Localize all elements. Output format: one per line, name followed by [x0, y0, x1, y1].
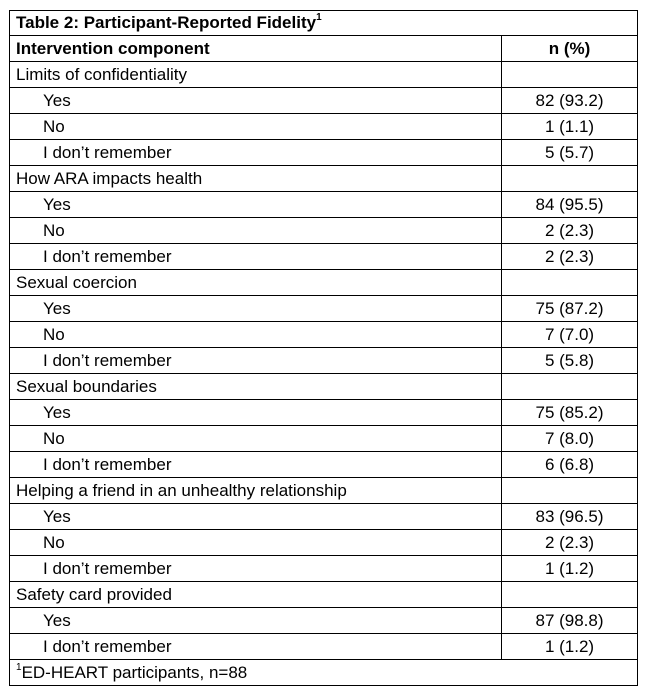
response-label: Yes [10, 88, 502, 114]
table-header-row [10, 36, 638, 62]
table-row [10, 400, 638, 426]
response-value: 5 (5.8) [502, 348, 638, 374]
table-body [10, 11, 638, 686]
response-value: 87 (98.8) [502, 608, 638, 634]
section-value-empty [502, 166, 638, 192]
section-row [10, 478, 638, 504]
section-row [10, 374, 638, 400]
section-label: Sexual boundaries [10, 374, 502, 400]
response-label: I don’t remember [10, 556, 502, 582]
section-label: How ARA impacts health [10, 166, 502, 192]
response-value: 1 (1.2) [502, 634, 638, 660]
section-value-empty [502, 374, 638, 400]
response-label: No [10, 426, 502, 452]
table-row [10, 192, 638, 218]
response-label: Yes [10, 400, 502, 426]
response-value: 7 (7.0) [502, 322, 638, 348]
section-row [10, 166, 638, 192]
footnote-text: ED-HEART participants, n=88 [21, 662, 248, 682]
table-title-text: Table 2: Participant-Reported Fidelity [16, 13, 317, 32]
table-row [10, 244, 638, 270]
table-row [10, 452, 638, 478]
table-row [10, 114, 638, 140]
response-value: 6 (6.8) [502, 452, 638, 478]
table-row [10, 218, 638, 244]
table-title-footnote-marker: 1 [316, 12, 322, 24]
section-row [10, 270, 638, 296]
section-value-empty [502, 478, 638, 504]
response-label: I don’t remember [10, 348, 502, 374]
column-header-value: n (%) [502, 36, 638, 62]
table-row [10, 88, 638, 114]
response-value: 2 (2.3) [502, 530, 638, 556]
response-label: No [10, 114, 502, 140]
response-value: 2 (2.3) [502, 244, 638, 270]
response-value: 1 (1.1) [502, 114, 638, 140]
table-row [10, 322, 638, 348]
section-label: Safety card provided [10, 582, 502, 608]
response-value: 83 (96.5) [502, 504, 638, 530]
response-label: Yes [10, 504, 502, 530]
section-label: Limits of confidentiality [10, 62, 502, 88]
response-label: No [10, 218, 502, 244]
response-label: No [10, 530, 502, 556]
response-label: I don’t remember [10, 634, 502, 660]
fidelity-table [9, 10, 638, 686]
response-value: 84 (95.5) [502, 192, 638, 218]
table-row [10, 140, 638, 166]
table-title-row [10, 11, 638, 36]
response-label: Yes [10, 608, 502, 634]
response-label: I don’t remember [10, 244, 502, 270]
response-label: Yes [10, 192, 502, 218]
response-value: 1 (1.2) [502, 556, 638, 582]
table-title [10, 11, 638, 36]
table-row [10, 608, 638, 634]
section-value-empty [502, 62, 638, 88]
response-value: 7 (8.0) [502, 426, 638, 452]
table-footnote [10, 660, 638, 686]
response-label: No [10, 322, 502, 348]
table-row [10, 504, 638, 530]
response-label: I don’t remember [10, 452, 502, 478]
section-row [10, 62, 638, 88]
table-row [10, 530, 638, 556]
response-label: I don’t remember [10, 140, 502, 166]
response-value: 75 (85.2) [502, 400, 638, 426]
section-value-empty [502, 582, 638, 608]
section-row [10, 582, 638, 608]
response-value: 2 (2.3) [502, 218, 638, 244]
table-row [10, 348, 638, 374]
table-row [10, 556, 638, 582]
table-footnote-row [10, 660, 638, 686]
section-value-empty [502, 270, 638, 296]
section-label: Sexual coercion [10, 270, 502, 296]
section-label: Helping a friend in an unhealthy relationship [10, 478, 502, 504]
response-value: 5 (5.7) [502, 140, 638, 166]
response-value: 75 (87.2) [502, 296, 638, 322]
column-header-component: Intervention component [10, 36, 502, 62]
response-value: 82 (93.2) [502, 88, 638, 114]
footnote-marker: 1 [16, 661, 22, 673]
table-row [10, 426, 638, 452]
table-row [10, 634, 638, 660]
table-row [10, 296, 638, 322]
response-label: Yes [10, 296, 502, 322]
